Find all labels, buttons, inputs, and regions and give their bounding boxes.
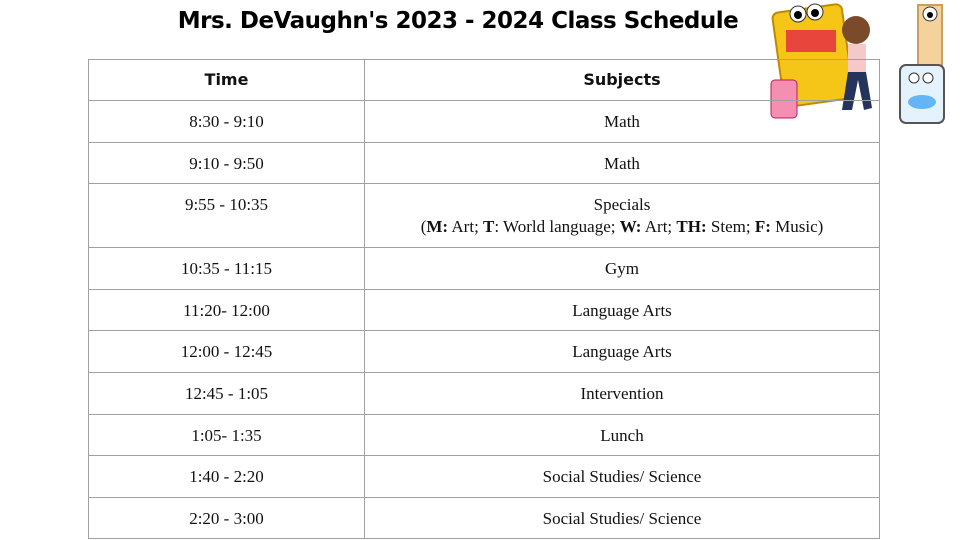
time-cell: 11:20- 12:00 <box>89 289 365 331</box>
table-row <box>89 372 880 414</box>
schedule-table <box>88 59 880 539</box>
activity: Stem; <box>706 217 755 237</box>
activity: Art; <box>641 217 677 237</box>
time-cell: 1:40 - 2:20 <box>89 456 365 498</box>
header-time: Time <box>89 60 365 101</box>
paren: ( <box>420 217 427 237</box>
page-title: Mrs. DeVaughn's 2023 - 2024 Class Schedule <box>177 8 739 34</box>
table-row <box>89 331 880 373</box>
table-row <box>89 142 880 184</box>
subject-cell: Language Arts <box>365 289 880 331</box>
time-cell: 1:05- 1:35 <box>89 414 365 456</box>
subject-label: Specials <box>593 195 651 215</box>
subject-cell: Math <box>365 101 880 143</box>
subject-cell: Social Studies/ Science <box>365 497 880 539</box>
time-cell: 2:20 - 3:00 <box>89 497 365 539</box>
table-row <box>89 101 880 143</box>
table-row <box>89 184 880 248</box>
table-row <box>89 456 880 498</box>
time-cell: 12:45 - 1:05 <box>89 372 365 414</box>
day-label: F: <box>754 217 771 237</box>
subject-cell: Intervention <box>365 372 880 414</box>
time-cell: 12:00 - 12:45 <box>89 331 365 373</box>
day-label: TH: <box>676 217 707 237</box>
time-cell: 8:30 - 9:10 <box>89 101 365 143</box>
subject-cell: Math <box>365 142 880 184</box>
table-row <box>89 414 880 456</box>
time-cell: 10:35 - 11:15 <box>89 248 365 290</box>
activity: : World language; <box>494 217 620 237</box>
header-subjects: Subjects <box>365 60 880 101</box>
day-label: M: <box>426 217 449 237</box>
subject-cell: Gym <box>365 248 880 290</box>
activity: Music) <box>770 217 824 237</box>
time-cell: 9:55 - 10:35 <box>89 184 365 248</box>
time-cell: 9:10 - 9:50 <box>89 142 365 184</box>
table-header-row <box>89 60 880 101</box>
subject-cell: Lunch <box>365 414 880 456</box>
day-label: W: <box>619 217 642 237</box>
subject-cell: Language Arts <box>365 331 880 373</box>
table-row <box>89 289 880 331</box>
table-row <box>89 248 880 290</box>
specials-detail <box>369 217 875 237</box>
subject-cell: Social Studies/ Science <box>365 456 880 498</box>
subject-cell <box>365 184 880 248</box>
table-row <box>89 497 880 539</box>
day-label: T <box>483 217 495 237</box>
activity: Art; <box>448 217 484 237</box>
